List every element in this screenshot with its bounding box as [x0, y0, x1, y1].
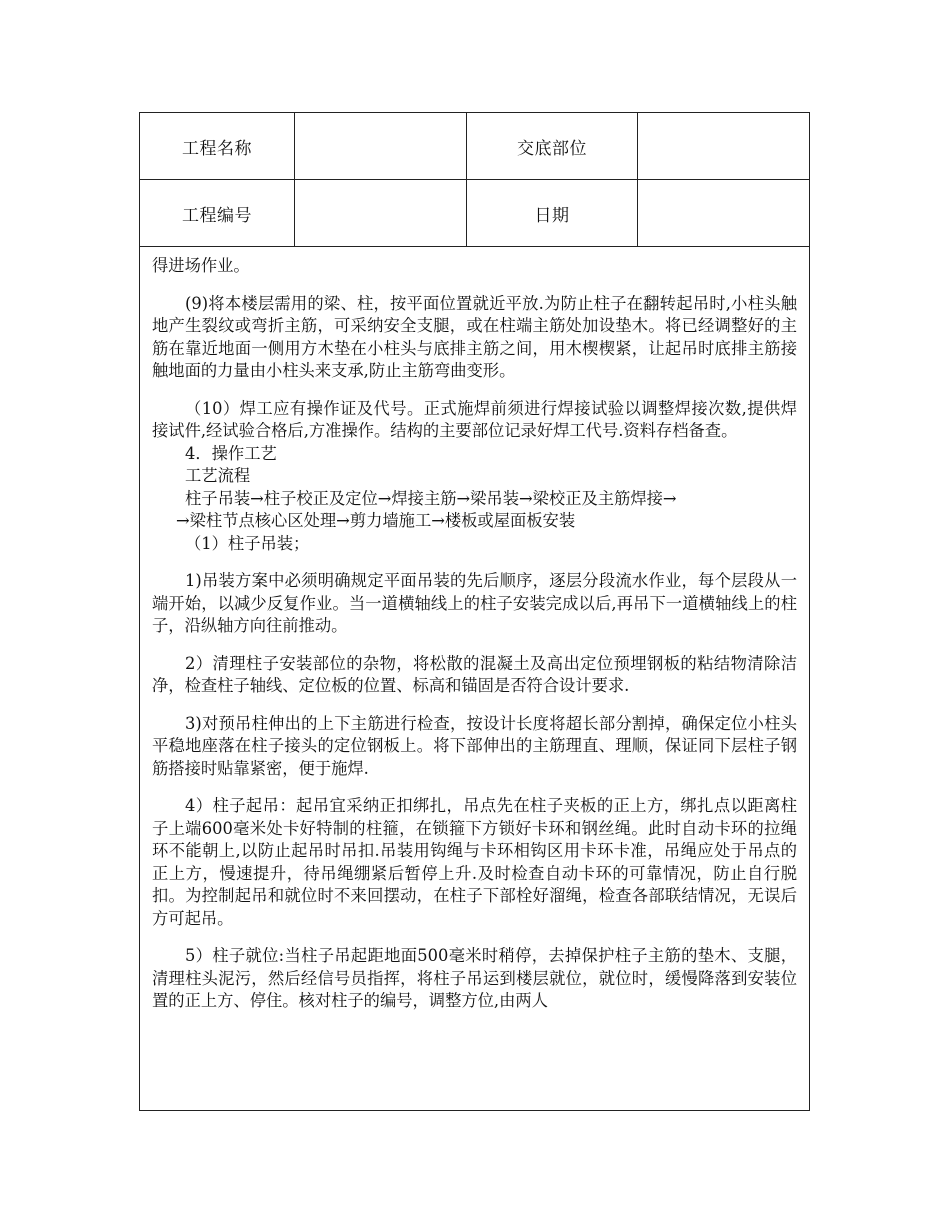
process-flow-line-1: 柱子吊装→柱子校正及定位→焊接主筋→梁吊装→梁校正及主筋焊接→ [185, 488, 677, 508]
paragraph-continuation: 得进场作业。 [152, 256, 250, 275]
project-name-label: 工程名称 [140, 113, 295, 179]
header-row-1 [140, 113, 809, 180]
section-heading-operation-process: 4．操作工艺 [185, 443, 277, 463]
disclosure-content [140, 247, 809, 1013]
project-name-value [295, 113, 467, 179]
paragraph-step-4: 4）柱子起吊：起吊宜采纳正扣绑扎，吊点先在柱子夹板的正上方，绑扎点以距离柱子上端600毫米处卡好特制的柱箍，在锁箍下方锁好卡环和钢丝绳。此时自动卡环的拉绳环不能朝上,以防止起吊时吊扣.吊装用钩绳与卡环相钩区用卡环卡准，吊绳应处于吊点的正上方，慢速提升，待吊绳绷紧后暂停上升.及时检查自动卡环的可靠情况，防止自行脱扣。为控制起吊和就位时不来回摆动，在柱子下部栓好溜绳，检查各部联结情况，无误后方可起吊。 [152, 796, 797, 928]
project-number-label: 工程编号 [140, 180, 295, 246]
sub-heading-column-hoisting: （1）柱子吊装； [185, 533, 310, 553]
paragraph-step-5: 5）柱子就位:当柱子吊起距地面500毫米时稍停，去掉保护柱子主筋的垫木、支腿，清理柱头泥污，然后经信号员指挥，将柱子吊运到楼层就位，就位时，缓慢降落到安装位置的正上方、停住。核对柱子的编号，调整方位,由两人 [152, 946, 797, 1010]
disclosure-part-value [638, 113, 809, 179]
date-value [638, 180, 809, 246]
process-flow-heading: 工艺流程 [185, 466, 251, 485]
header-row-2 [140, 180, 809, 247]
paragraph-step-3: 3)对预吊柱伸出的上下主筋进行检查，按设计长度将超长部分割掉，确保定位小柱头平稳地座落在柱子接头的定位钢板上。将下部伸出的主筋理直、理顺，保证同下层柱子钢筋搭接时贴靠紧密，便于施焊. [152, 713, 797, 778]
paragraph-item-9: (9)将本楼层需用的梁、柱，按平面位置就近平放.为防止柱子在翻转起吊时,小柱头触地产生裂纹或弯折主筋，可采纳安全支腿，或在柱端主筋处加设垫木。将已经调整好的主筋在靠近地面一侧用方木垫在小柱头与底排主筋之间，用木楔楔紧，让起吊时底排主筋接触地面的力量由小柱头来支承,防止主筋弯曲变形。 [152, 293, 797, 380]
paragraph-item-10: （10）焊工应有操作证及代号。正式施焊前须进行焊接试验以调整焊接次数,提供焊接试件,经试验合格后,方准操作。结构的主要部位记录好焊工代号.资料存档备查。 [152, 398, 797, 440]
document-frame [139, 112, 810, 1111]
project-number-value [295, 180, 467, 246]
paragraph-step-1: 1)吊装方案中必须明确规定平面吊装的先后顺序，逐层分段流水作业，每个层段从一端开始，以减少反复作业。当一道横轴线上的柱子安装完成以后,再吊下一道横轴线上的柱子，沿纵轴方向往前推动。 [152, 571, 797, 635]
date-label: 日期 [467, 180, 638, 246]
process-flow-line-2: →梁柱节点核心区处理→剪力墙施工→楼板或屋面板安装 [176, 511, 576, 530]
disclosure-part-label: 交底部位 [467, 113, 638, 179]
paragraph-step-2: 2）清理柱子安装部位的杂物，将松散的混凝土及高出定位预埋钢板的粘结物清除洁净，检查柱子轴线、定位板的位置、标高和锚固是否符合设计要求. [152, 653, 797, 695]
